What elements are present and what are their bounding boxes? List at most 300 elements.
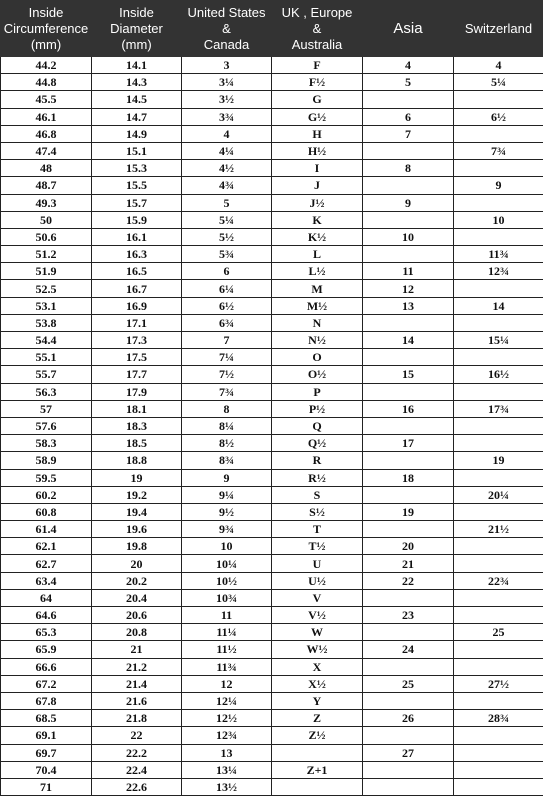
cell-diameter: 21.2 — [92, 658, 182, 675]
table-row — [1, 142, 543, 159]
cell-asia — [363, 727, 454, 744]
cell-us-canada: 11¾ — [182, 658, 272, 675]
cell-diameter: 19.2 — [92, 486, 182, 503]
cell-uk-europe-australia: O½ — [272, 366, 363, 383]
table-row — [1, 658, 543, 675]
cell-switzerland: 10 — [454, 211, 543, 228]
cell-us-canada: 3¼ — [182, 74, 272, 91]
cell-uk-europe-australia: T — [272, 521, 363, 538]
cell-uk-europe-australia: X½ — [272, 675, 363, 692]
cell-us-canada: 10¼ — [182, 555, 272, 572]
cell-circumference: 57.6 — [1, 417, 92, 434]
cell-us-canada: 12¼ — [182, 692, 272, 709]
cell-us-canada: 8 — [182, 400, 272, 417]
cell-circumference: 67.8 — [1, 692, 92, 709]
cell-uk-europe-australia: J — [272, 177, 363, 194]
cell-circumference: 70.4 — [1, 761, 92, 778]
cell-circumference: 50 — [1, 211, 92, 228]
cell-switzerland: 6½ — [454, 108, 543, 125]
cell-diameter: 17.5 — [92, 349, 182, 366]
cell-asia: 12 — [363, 280, 454, 297]
cell-switzerland: 21½ — [454, 521, 543, 538]
cell-us-canada: 11¼ — [182, 624, 272, 641]
cell-uk-europe-australia — [272, 744, 363, 761]
cell-asia — [363, 383, 454, 400]
cell-diameter: 20.6 — [92, 607, 182, 624]
cell-circumference: 66.6 — [1, 658, 92, 675]
cell-us-canada: 7¾ — [182, 383, 272, 400]
header-asia — [363, 1, 454, 57]
cell-diameter: 16.9 — [92, 297, 182, 314]
cell-asia — [363, 142, 454, 159]
cell-us-canada: 7 — [182, 332, 272, 349]
cell-asia: 8 — [363, 160, 454, 177]
table-row — [1, 211, 543, 228]
table-row — [1, 332, 543, 349]
cell-switzerland: 19 — [454, 452, 543, 469]
header-inside-circumference — [1, 1, 92, 57]
cell-switzerland — [454, 383, 543, 400]
table-row — [1, 228, 543, 245]
cell-uk-europe-australia: S½ — [272, 503, 363, 520]
table-row — [1, 727, 543, 744]
cell-circumference: 47.4 — [1, 142, 92, 159]
header-line: Inside — [28, 4, 64, 20]
table-row — [1, 435, 543, 452]
header-line: Australia — [291, 36, 343, 52]
cell-circumference: 44.2 — [1, 57, 92, 74]
cell-asia — [363, 177, 454, 194]
cell-asia — [363, 349, 454, 366]
cell-switzerland: 5¼ — [454, 74, 543, 91]
cell-diameter: 17.9 — [92, 383, 182, 400]
cell-asia: 26 — [363, 710, 454, 727]
cell-circumference: 64 — [1, 589, 92, 606]
cell-diameter: 22.2 — [92, 744, 182, 761]
cell-us-canada: 6 — [182, 263, 272, 280]
cell-us-canada: 12½ — [182, 710, 272, 727]
cell-switzerland: 15¼ — [454, 332, 543, 349]
cell-diameter: 14.1 — [92, 57, 182, 74]
cell-asia — [363, 486, 454, 503]
cell-diameter: 22 — [92, 727, 182, 744]
cell-us-canada: 5¾ — [182, 246, 272, 263]
cell-us-canada: 13 — [182, 744, 272, 761]
cell-us-canada: 7½ — [182, 366, 272, 383]
cell-uk-europe-australia: R½ — [272, 469, 363, 486]
table-row — [1, 572, 543, 589]
cell-diameter: 14.5 — [92, 91, 182, 108]
cell-asia: 21 — [363, 555, 454, 572]
cell-asia: 23 — [363, 607, 454, 624]
header-line: (mm) — [121, 36, 152, 52]
cell-circumference: 55.7 — [1, 366, 92, 383]
header-line: Circumference — [3, 20, 89, 36]
cell-diameter: 18.3 — [92, 417, 182, 434]
header-line: (mm) — [30, 36, 62, 52]
cell-asia — [363, 521, 454, 538]
table-row — [1, 710, 543, 727]
cell-uk-europe-australia: W½ — [272, 641, 363, 658]
cell-diameter: 18.8 — [92, 452, 182, 469]
cell-uk-europe-australia: G — [272, 91, 363, 108]
cell-us-canada: 5½ — [182, 228, 272, 245]
cell-uk-europe-australia: R — [272, 452, 363, 469]
cell-circumference: 55.1 — [1, 349, 92, 366]
cell-circumference: 45.5 — [1, 91, 92, 108]
cell-circumference: 63.4 — [1, 572, 92, 589]
cell-diameter: 16.5 — [92, 263, 182, 280]
cell-us-canada: 9¼ — [182, 486, 272, 503]
header-uk-europe-australia — [272, 1, 363, 57]
cell-diameter: 18.5 — [92, 435, 182, 452]
cell-us-canada: 4¼ — [182, 142, 272, 159]
cell-circumference: 53.8 — [1, 314, 92, 331]
cell-asia: 10 — [363, 228, 454, 245]
cell-switzerland — [454, 761, 543, 778]
cell-uk-europe-australia: N½ — [272, 332, 363, 349]
table-row — [1, 349, 543, 366]
cell-switzerland: 16½ — [454, 366, 543, 383]
cell-diameter: 20 — [92, 555, 182, 572]
table-row — [1, 624, 543, 641]
cell-asia — [363, 417, 454, 434]
table-row — [1, 521, 543, 538]
cell-diameter: 20.2 — [92, 572, 182, 589]
cell-asia: 9 — [363, 194, 454, 211]
cell-asia — [363, 761, 454, 778]
cell-asia: 18 — [363, 469, 454, 486]
table-row — [1, 125, 543, 142]
cell-switzerland: 22¾ — [454, 572, 543, 589]
cell-diameter: 16.7 — [92, 280, 182, 297]
cell-diameter: 19.8 — [92, 538, 182, 555]
cell-uk-europe-australia: Z+1 — [272, 761, 363, 778]
cell-asia — [363, 589, 454, 606]
cell-uk-europe-australia: V½ — [272, 607, 363, 624]
header-line: Inside — [119, 4, 154, 20]
cell-asia: 19 — [363, 503, 454, 520]
cell-asia: 27 — [363, 744, 454, 761]
cell-asia — [363, 452, 454, 469]
cell-asia: 20 — [363, 538, 454, 555]
table-row — [1, 194, 543, 211]
cell-diameter: 16.3 — [92, 246, 182, 263]
cell-switzerland — [454, 555, 543, 572]
cell-diameter: 15.3 — [92, 160, 182, 177]
table-row — [1, 761, 543, 778]
cell-us-canada: 10¾ — [182, 589, 272, 606]
cell-diameter: 18.1 — [92, 400, 182, 417]
cell-us-canada: 6¼ — [182, 280, 272, 297]
cell-switzerland: 28¾ — [454, 710, 543, 727]
cell-circumference: 64.6 — [1, 607, 92, 624]
table-row — [1, 280, 543, 297]
cell-switzerland: 27½ — [454, 675, 543, 692]
cell-switzerland: 12¾ — [454, 263, 543, 280]
cell-circumference: 62.7 — [1, 555, 92, 572]
cell-asia: 14 — [363, 332, 454, 349]
cell-uk-europe-australia: Y — [272, 692, 363, 709]
cell-asia: 7 — [363, 125, 454, 142]
cell-us-canada: 5¼ — [182, 211, 272, 228]
cell-circumference: 48.7 — [1, 177, 92, 194]
cell-uk-europe-australia: Z½ — [272, 727, 363, 744]
table-row — [1, 400, 543, 417]
cell-uk-europe-australia: V — [272, 589, 363, 606]
header-line: Switzerland — [464, 20, 533, 36]
cell-switzerland — [454, 228, 543, 245]
cell-uk-europe-australia: K½ — [272, 228, 363, 245]
cell-switzerland: 11¾ — [454, 246, 543, 263]
table-row — [1, 91, 543, 108]
cell-switzerland — [454, 589, 543, 606]
cell-asia: 16 — [363, 400, 454, 417]
cell-uk-europe-australia: W — [272, 624, 363, 641]
table-row — [1, 607, 543, 624]
cell-switzerland — [454, 607, 543, 624]
cell-circumference: 65.9 — [1, 641, 92, 658]
table-row — [1, 555, 543, 572]
cell-switzerland — [454, 778, 543, 795]
table-row — [1, 160, 543, 177]
cell-circumference: 61.4 — [1, 521, 92, 538]
table-row — [1, 778, 543, 795]
cell-uk-europe-australia: P — [272, 383, 363, 400]
cell-asia: 15 — [363, 366, 454, 383]
header-line: Diameter — [110, 20, 163, 36]
cell-uk-europe-australia: Q — [272, 417, 363, 434]
cell-switzerland — [454, 160, 543, 177]
cell-circumference: 57 — [1, 400, 92, 417]
cell-uk-europe-australia: L½ — [272, 263, 363, 280]
header-line: UK , Europe — [281, 4, 353, 20]
cell-us-canada: 3¾ — [182, 108, 272, 125]
cell-uk-europe-australia: L — [272, 246, 363, 263]
table-row — [1, 314, 543, 331]
cell-uk-europe-australia: P½ — [272, 400, 363, 417]
table-row — [1, 503, 543, 520]
table-row — [1, 641, 543, 658]
cell-us-canada: 6½ — [182, 297, 272, 314]
cell-uk-europe-australia: O — [272, 349, 363, 366]
cell-switzerland — [454, 417, 543, 434]
cell-circumference: 62.1 — [1, 538, 92, 555]
table-row — [1, 177, 543, 194]
cell-circumference: 69.1 — [1, 727, 92, 744]
cell-us-canada: 11 — [182, 607, 272, 624]
cell-diameter: 15.7 — [92, 194, 182, 211]
header-row — [1, 1, 543, 57]
cell-asia: 25 — [363, 675, 454, 692]
cell-diameter: 19 — [92, 469, 182, 486]
cell-asia: 22 — [363, 572, 454, 589]
cell-us-canada: 8¼ — [182, 417, 272, 434]
cell-uk-europe-australia: M½ — [272, 297, 363, 314]
header-line: Canada — [203, 36, 250, 52]
table-row — [1, 538, 543, 555]
table-row — [1, 263, 543, 280]
table-row — [1, 383, 543, 400]
cell-switzerland: 4 — [454, 57, 543, 74]
table-row — [1, 366, 543, 383]
cell-circumference: 50.6 — [1, 228, 92, 245]
table-row — [1, 675, 543, 692]
table-row — [1, 297, 543, 314]
cell-us-canada: 10 — [182, 538, 272, 555]
cell-asia — [363, 624, 454, 641]
cell-us-canada: 4½ — [182, 160, 272, 177]
table-header — [1, 1, 543, 57]
cell-circumference: 60.8 — [1, 503, 92, 520]
cell-uk-europe-australia: I — [272, 160, 363, 177]
cell-switzerland — [454, 194, 543, 211]
cell-diameter: 22.4 — [92, 761, 182, 778]
cell-circumference: 60.2 — [1, 486, 92, 503]
cell-us-canada: 3 — [182, 57, 272, 74]
cell-circumference: 68.5 — [1, 710, 92, 727]
cell-diameter: 17.3 — [92, 332, 182, 349]
cell-uk-europe-australia: F½ — [272, 74, 363, 91]
cell-diameter: 21.8 — [92, 710, 182, 727]
cell-us-canada: 4¾ — [182, 177, 272, 194]
cell-asia — [363, 658, 454, 675]
cell-us-canada: 9½ — [182, 503, 272, 520]
cell-uk-europe-australia: H½ — [272, 142, 363, 159]
table-row — [1, 246, 543, 263]
cell-diameter: 21 — [92, 641, 182, 658]
cell-circumference: 48 — [1, 160, 92, 177]
table-row — [1, 452, 543, 469]
cell-uk-europe-australia — [272, 778, 363, 795]
cell-asia: 17 — [363, 435, 454, 452]
cell-switzerland — [454, 280, 543, 297]
cell-us-canada: 9¾ — [182, 521, 272, 538]
cell-diameter: 15.1 — [92, 142, 182, 159]
cell-uk-europe-australia: S — [272, 486, 363, 503]
cell-us-canada: 13½ — [182, 778, 272, 795]
cell-circumference: 51.9 — [1, 263, 92, 280]
cell-diameter: 17.1 — [92, 314, 182, 331]
cell-asia — [363, 246, 454, 263]
cell-us-canada: 12 — [182, 675, 272, 692]
cell-diameter: 15.9 — [92, 211, 182, 228]
cell-uk-europe-australia: J½ — [272, 194, 363, 211]
cell-asia — [363, 314, 454, 331]
cell-uk-europe-australia: T½ — [272, 538, 363, 555]
cell-switzerland — [454, 641, 543, 658]
cell-switzerland — [454, 435, 543, 452]
header-line: & — [312, 20, 322, 36]
cell-switzerland — [454, 314, 543, 331]
cell-us-canada: 4 — [182, 125, 272, 142]
cell-circumference: 71 — [1, 778, 92, 795]
cell-switzerland — [454, 125, 543, 142]
cell-asia: 11 — [363, 263, 454, 280]
cell-switzerland — [454, 658, 543, 675]
cell-us-canada: 3½ — [182, 91, 272, 108]
header-switzerland — [454, 1, 543, 57]
cell-uk-europe-australia: Q½ — [272, 435, 363, 452]
cell-switzerland: 17¾ — [454, 400, 543, 417]
cell-us-canada: 11½ — [182, 641, 272, 658]
cell-diameter: 22.6 — [92, 778, 182, 795]
cell-circumference: 44.8 — [1, 74, 92, 91]
cell-switzerland — [454, 469, 543, 486]
cell-circumference: 58.9 — [1, 452, 92, 469]
cell-circumference: 49.3 — [1, 194, 92, 211]
cell-circumference: 46.8 — [1, 125, 92, 142]
cell-uk-europe-australia: M — [272, 280, 363, 297]
cell-circumference: 52.5 — [1, 280, 92, 297]
cell-switzerland — [454, 538, 543, 555]
cell-us-canada: 8½ — [182, 435, 272, 452]
cell-asia — [363, 91, 454, 108]
cell-us-canada: 7¼ — [182, 349, 272, 366]
cell-us-canada: 12¾ — [182, 727, 272, 744]
cell-switzerland — [454, 727, 543, 744]
cell-uk-europe-australia: Z — [272, 710, 363, 727]
cell-diameter: 21.6 — [92, 692, 182, 709]
cell-diameter: 14.3 — [92, 74, 182, 91]
cell-uk-europe-australia: G½ — [272, 108, 363, 125]
cell-circumference: 58.3 — [1, 435, 92, 452]
header-line: Asia — [393, 19, 423, 37]
cell-asia — [363, 692, 454, 709]
cell-asia: 5 — [363, 74, 454, 91]
cell-circumference: 54.4 — [1, 332, 92, 349]
table-row — [1, 486, 543, 503]
table-row — [1, 469, 543, 486]
cell-us-canada: 6¾ — [182, 314, 272, 331]
cell-diameter: 20.8 — [92, 624, 182, 641]
cell-switzerland: 7¾ — [454, 142, 543, 159]
table-row — [1, 74, 543, 91]
table-body — [1, 57, 543, 796]
cell-us-canada: 10½ — [182, 572, 272, 589]
cell-switzerland: 14 — [454, 297, 543, 314]
table-row — [1, 744, 543, 761]
table-row — [1, 417, 543, 434]
cell-us-canada: 5 — [182, 194, 272, 211]
cell-switzerland — [454, 744, 543, 761]
cell-us-canada: 9 — [182, 469, 272, 486]
header-line: & — [222, 20, 231, 36]
header-us-canada — [182, 1, 272, 57]
cell-asia: 6 — [363, 108, 454, 125]
cell-uk-europe-australia: F — [272, 57, 363, 74]
header-inside-diameter — [92, 1, 182, 57]
cell-switzerland — [454, 91, 543, 108]
cell-switzerland: 25 — [454, 624, 543, 641]
cell-us-canada: 13¼ — [182, 761, 272, 778]
cell-asia: 24 — [363, 641, 454, 658]
cell-diameter: 15.5 — [92, 177, 182, 194]
cell-uk-europe-australia: N — [272, 314, 363, 331]
table-row — [1, 57, 543, 74]
cell-diameter: 21.4 — [92, 675, 182, 692]
cell-uk-europe-australia: H — [272, 125, 363, 142]
cell-circumference: 51.2 — [1, 246, 92, 263]
cell-circumference: 65.3 — [1, 624, 92, 641]
cell-circumference: 46.1 — [1, 108, 92, 125]
cell-switzerland: 9 — [454, 177, 543, 194]
cell-circumference: 67.2 — [1, 675, 92, 692]
cell-asia: 13 — [363, 297, 454, 314]
cell-asia: 4 — [363, 57, 454, 74]
cell-uk-europe-australia: U½ — [272, 572, 363, 589]
cell-diameter: 14.9 — [92, 125, 182, 142]
